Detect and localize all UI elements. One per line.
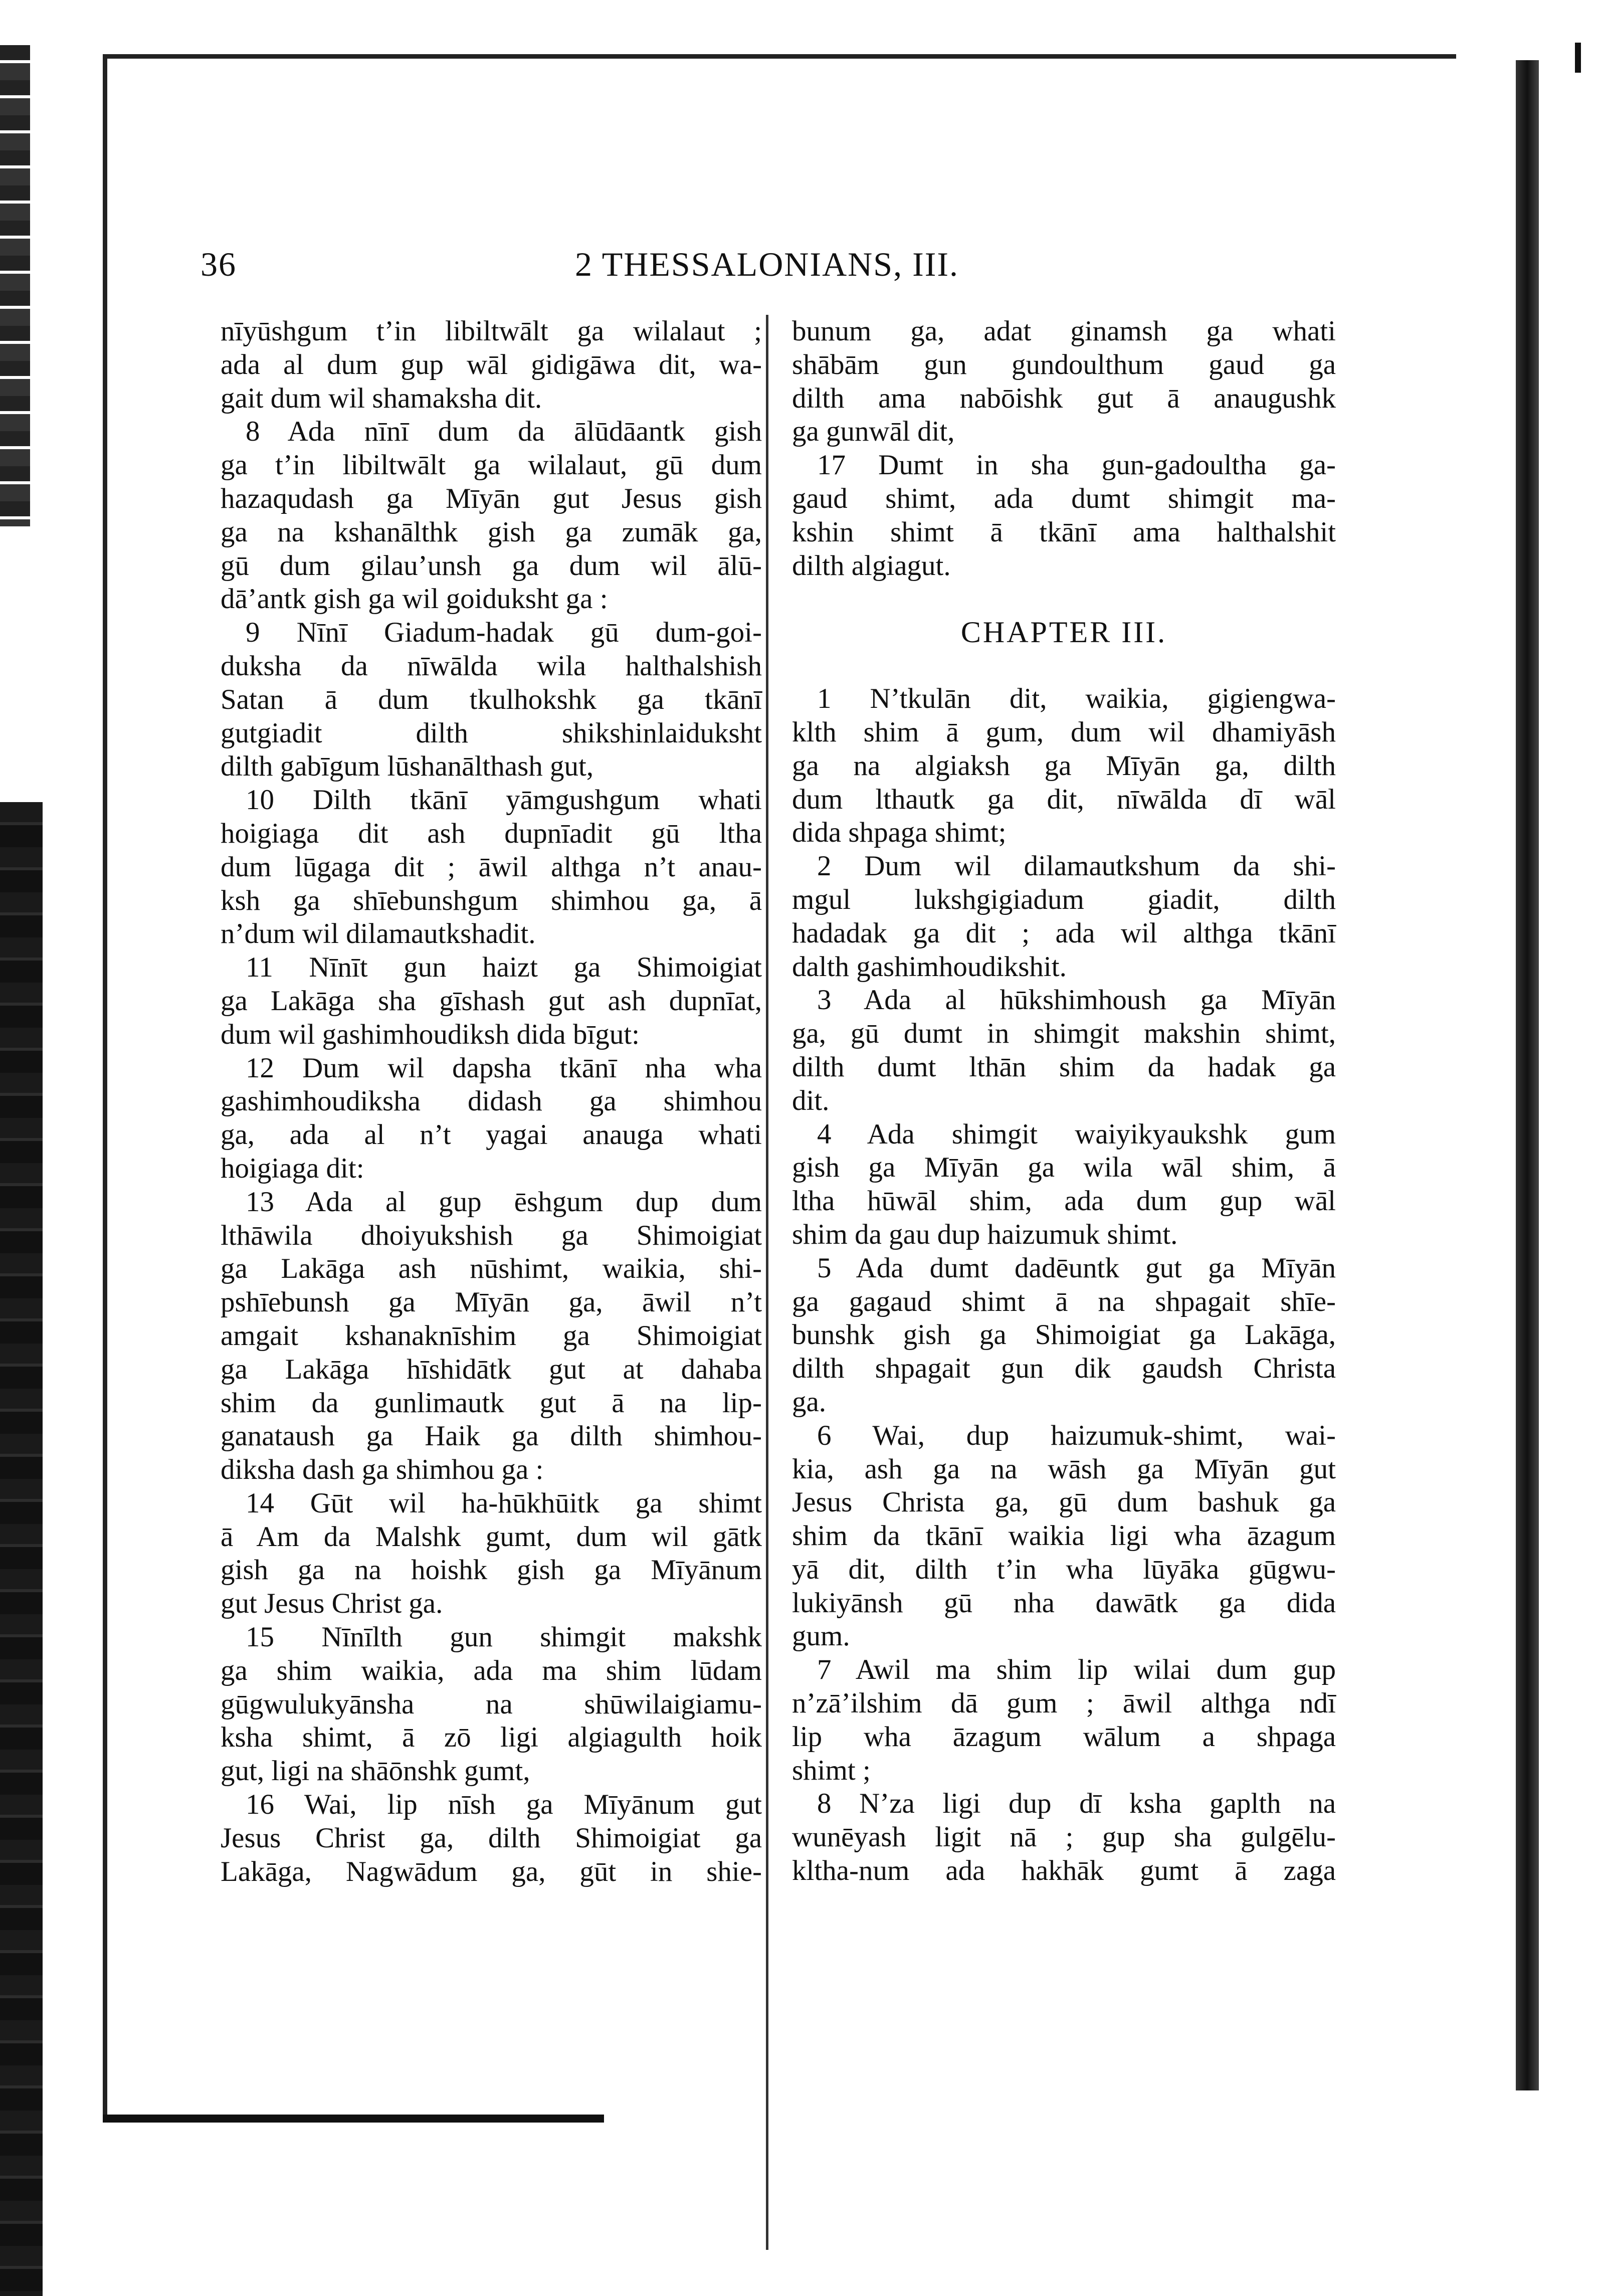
text-line: dum wil gashimhoudiksh dida bīgut: [221,1018,640,1050]
text-line: gūgwulukyānsha na shūwilaigiamu- [221,1688,762,1720]
page-border-left [103,54,107,2120]
text-line: 15 Nīnīlth gun shimgit makshk [246,1621,762,1653]
text-line: yā dit, dilth t’in wha lūyāka gūgwu- [792,1553,1336,1585]
text-line: hoigiaga dit ash dupnīadit gū ltha [221,817,762,849]
text-line: ā Am da Malshk gumt, dum wil gātk [221,1520,762,1553]
text-line: gū dum gilau’unsh ga dum wil ālū- [221,549,762,582]
text-line: ltha hūwāl shim, ada dum gup wāl [792,1185,1336,1217]
text-line: ga Lakāga ash nūshimt, waikia, shi- [221,1253,762,1285]
text-line: dilth algiagut. [792,549,951,582]
text-line: 16 Wai, lip nīsh ga Mīyānum gut [246,1789,762,1821]
text-line: ksha shimt, ā zō ligi algiagulth hoik [221,1721,762,1754]
page-title: 2 THESSALONIANS, III. [574,245,959,283]
text-line: bunshk gish ga Shimoigiat ga Lakāga, [792,1319,1336,1351]
text-line: hazaqudash ga Mīyān gut Jesus gish [221,482,762,514]
text-line: dalth gashimhoudikshit. [792,950,1067,983]
text-line: shim da tkānī waikia ligi wha āzagum [792,1520,1336,1552]
text-line: kshin shimt ā tkānī ama halthalshit [792,516,1336,548]
text-line: 7 Awil ma shim lip wilai dum gup [817,1654,1336,1686]
scan-edge-artifact-top [0,45,30,526]
text-line: gashimhoudiksha didash ga shimhou [221,1085,762,1117]
text-line: Jesus Christa ga, gū dum bashuk ga [792,1486,1336,1518]
text-line: hadadak ga dit ; ada wil althga tkānī [792,917,1336,949]
text-line: ga gunwāl dit, [792,416,955,448]
text-line: kia, ash ga na wāsh ga Mīyān gut [792,1453,1336,1485]
text-line: lthāwila dhoiyukshish ga Shimoigiat [221,1219,762,1251]
text-line: mgul lukshgigiadum giadit, dilth [792,883,1336,915]
text-line: 17 Dumt in sha gun-gadoultha ga- [817,449,1336,481]
right-column [792,315,1336,1888]
text-line: 6 Wai, dup haizumuk-shimt, wai- [817,1419,1336,1451]
text-line: 4 Ada shimgit waiyikyaukshk gum [817,1118,1336,1150]
text-line: Satan ā dum tkulhokshk ga tkānī [221,683,762,715]
text-line: n’zā’ilshim dā gum ; āwil althga ndī [792,1687,1336,1719]
text-line: 14 Gūt wil ha-hūkhūitk ga shimt [246,1487,762,1519]
left-column [221,315,762,1888]
text-line: ga, ada al n’t yagai anauga whati [221,1119,762,1151]
scan-edge-artifact-right [1516,60,1539,2090]
text-line: hoigiaga dit: [221,1152,364,1184]
text-line: nīyūshgum t’in libiltwālt ga wilalaut ; [221,315,762,347]
text-line: gut, ligi na shāōnshk gumt, [221,1755,530,1787]
text-line: n’dum wil dilamautkshadit. [221,918,536,950]
text-line: shābām gun gundoulthum gaud ga [792,348,1336,380]
text-line: shim da gau dup haizumuk shimt. [792,1218,1178,1250]
text-line: gait dum wil shamaksha dit. [221,382,542,414]
text-line: Lakāga, Nagwādum ga, gūt in shie- [221,1855,762,1887]
text-line: gut Jesus Christ ga. [221,1588,443,1620]
page-number: 36 [201,245,237,283]
text-line: lukiyānsh gū nha dawātk ga dida [792,1587,1336,1619]
text-line: kltha-num ada hakhāk gumt ā zaga [792,1855,1336,1887]
text-line: 8 Ada nīnī dum da ālūdāantk gish [246,416,762,448]
text-line: bunum ga, adat ginamsh ga whati [792,315,1336,347]
column-divider [766,315,768,2250]
text-line: 3 Ada al hūkshimhoush ga Mīyān [817,984,1336,1016]
text-line: ga Lakāga sha gīshash gut ash dupnīat, [221,985,762,1017]
text-line: dilth ama nabōishk gut ā anaugushk [792,382,1336,414]
text-line: dum lthautk ga dit, nīwālda dī wāl [792,783,1336,815]
text-line: ga Lakāga hīshidātk gut at dahaba [221,1353,762,1385]
text-line: 5 Ada dumt dadēuntk gut ga Mīyān [817,1252,1336,1284]
text-line: 2 Dum wil dilamautkshum da shi- [817,850,1336,882]
text-line: gutgiadit dilth shikshinlaiduksht [221,717,762,749]
text-line: dilth dumt lthān shim da hadak ga [792,1051,1336,1083]
page-border-bottom [103,2115,604,2123]
text-line: duksha da nīwālda wila halthalshish [221,650,762,682]
text-line: gish ga Mīyān ga wila wāl shim, ā [792,1152,1336,1184]
text-line: klth shim ā gum, dum wil dhamiyāsh [792,716,1336,748]
text-line: amgait kshanaknīshim ga Shimoigiat [221,1319,762,1352]
chapter-heading: CHAPTER III. [960,616,1167,649]
text-line: ga na algiaksh ga Mīyān ga, dilth [792,749,1336,782]
text-line: shim da gunlimautk gut ā na lip- [221,1387,762,1419]
text-line: ga. [792,1386,827,1418]
text-line: dilth gabīgum lūshanālthash gut, [221,750,594,783]
text-line: ada al dum gup wāl gidigāwa dit, wa- [221,348,762,380]
text-line: 11 Nīnīt gun haizt ga Shimoigiat [246,951,762,984]
text-line: 9 Nīnī Giadum-hadak gū dum-goi- [246,617,762,649]
text-line: 12 Dum wil dapsha tkānī nha wha [246,1052,762,1084]
text-line: 1 N’tkulān dit, waikia, gigiengwa- [817,683,1336,715]
text-line: lip wha āzagum wālum a shpaga [792,1720,1336,1753]
text-line: gum. [792,1620,850,1652]
text-line: pshīebunsh ga Mīyān ga, āwil n’t [221,1286,762,1318]
text-line: ga shim waikia, ada ma shim lūdam [221,1654,762,1686]
right-column-top-text [792,315,1336,583]
text-line: ga gagaud shimt ā na shpagait shīe- [792,1285,1336,1317]
text-line: ganataush ga Haik ga dilth shimhou- [221,1420,762,1452]
text-line: shimt ; [792,1754,871,1786]
text-line: dum lūgaga dit ; āwil althga n’t anau- [221,851,762,883]
page-border-top [103,54,1456,59]
text-line: dida shpaga shimt; [792,817,1007,849]
text-line: 13 Ada al gup ēshgum dup dum [246,1186,762,1218]
text-line: wunēyash ligit nā ; gup sha gulgēlu- [792,1821,1336,1853]
text-line: ga na kshanālthk gish ga zumāk ga, [221,516,762,548]
text-line: gaud shimt, ada dumt shimgit ma- [792,482,1336,514]
right-column-bottom-text [792,682,1336,1888]
text-line: dit. [792,1084,830,1116]
text-line: 10 Dilth tkānī yāmgushgum whati [246,784,762,816]
scan-edge-artifact-left [0,802,43,2296]
text-line: dā’antk gish ga wil goiduksht ga : [221,583,608,615]
text-line: ga t’in libiltwālt ga wilalaut, gū dum [221,449,762,481]
text-line: ga, gū dumt in shimgit makshin shimt, [792,1018,1336,1050]
scan-mark [1575,43,1581,73]
running-head [201,236,1333,296]
text-line: diksha dash ga shimhou ga : [221,1454,544,1486]
text-line: dilth shpagait gun dik gaudsh Christa [792,1353,1336,1385]
text-line: Jesus Christ ga, dilth Shimoigiat ga [221,1822,762,1854]
text-line: 8 N’za ligi dup dī ksha gaplth na [817,1788,1336,1820]
text-line: ksh ga shīebunshgum shimhou ga, ā [221,884,762,916]
text-line: gish ga na hoishk gish ga Mīyānum [221,1554,762,1586]
